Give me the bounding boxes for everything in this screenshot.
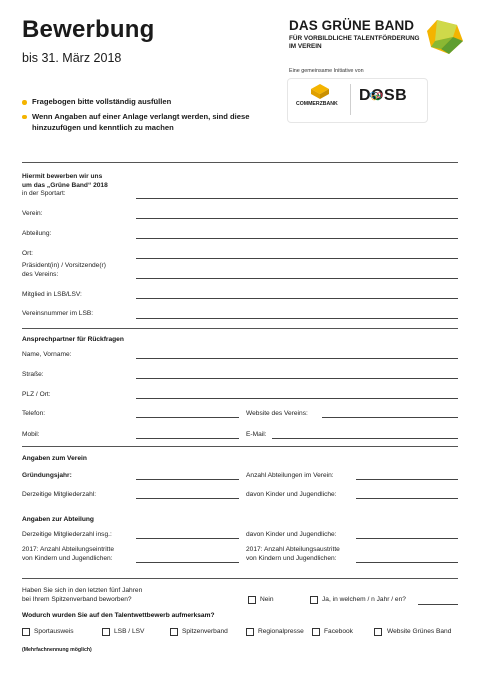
street-field[interactable] [136,378,458,379]
member-label: Mitglied in LSB/LSV: [22,291,82,298]
source-checkbox-spitzenverband[interactable] [170,628,178,636]
yes-label: Ja, in welchem / n Jahr / en? [322,596,406,603]
verein-field[interactable] [136,218,458,219]
leaves-field[interactable] [356,562,458,563]
source-label-lsb: LSB / LSV [114,628,145,635]
source-checkbox-lsb[interactable] [102,628,110,636]
phone-label: Telefon: [22,410,46,417]
instruction-item: Wenn Angaben auf einer Anlage verlangt werden, sind diese hinzuzufügen und kenntlich zu machen [22,111,262,134]
president-field[interactable] [136,278,458,279]
source-checkbox-regionalpresse[interactable] [246,628,254,636]
mobile-field[interactable] [136,438,239,439]
bullet-icon [22,115,27,120]
abteilung-members-label: Derzeitige Mitgliederzahl insg.: [22,531,112,538]
ort-field[interactable] [136,258,458,259]
initiative-text: Eine gemeinsame Initiative von [289,68,364,74]
brand-tagline-line2: IM VEREIN [289,42,322,50]
commerzbank-logo-icon [311,84,329,99]
applied-question: Haben Sie sich in den letzten fünf Jahren bei Ihrem Spitzenverband beworben? [22,587,143,603]
logo-divider [350,84,351,115]
source-checkbox-sportausweis[interactable] [22,628,30,636]
dosb-logo: DOSB [359,87,408,104]
website-field[interactable] [322,417,458,418]
brand-tagline-line1: FÜR VORBILDLICHE TALENTFÖRDERUNG [289,35,420,42]
mobile-label: Mobil: [22,431,40,438]
deadline-text: bis 31. März 2018 [22,51,122,65]
source-label-facebook: Facebook [324,628,353,635]
source-checkbox-website[interactable] [374,628,382,636]
source-label-website: Website Grünes Band [387,628,452,635]
president-label: Präsident(in) / Vorsitzende(r) des Vereins: [22,262,106,278]
abteilung-data-title: Angaben zur Abteilung [22,516,94,523]
city-label: PLZ / Ort: [22,391,51,398]
olympic-rings-icon [369,90,383,104]
verein-data-title: Angaben zum Verein [22,455,87,462]
name-field[interactable] [136,358,458,359]
founded-label: Gründungsjahr: [22,472,72,479]
intro-text: Hiermit bewerben wir uns um das „Grüne Band“ 2018 in der Sportart: [22,173,108,197]
no-checkbox[interactable] [248,596,256,604]
page-title: Bewerbung [22,16,155,43]
club-number-label: Vereinsnummer im LSB: [22,310,94,317]
no-label: Nein [260,596,274,603]
email-label: E-Mail: [246,431,267,438]
brand-tagline [289,35,420,50]
joins-field[interactable] [136,562,239,563]
bullet-icon [22,100,27,105]
phone-field[interactable] [136,417,239,418]
joins-label: 2017: Anzahl Abteilungseintritte von Kindern und Jugendlichen: [22,546,115,562]
verein-label: Verein: [22,210,43,217]
contact-title: Ansprechpartner für Rückfragen [22,336,124,343]
section-divider [22,446,458,447]
source-question: Wodurch wurden Sie auf den Talentwettbewerb aufmerksam? [22,612,215,619]
verein-kids-label: davon Kinder und Jugendliche: [246,491,337,498]
brand-name: DAS GRÜNE BAND [289,18,415,33]
commerzbank-text: COMMERZBANK [296,101,338,107]
section-divider [22,162,458,163]
leaves-label: 2017: Anzahl Abteilungsaustritte von Kindern und Jugendlichen: [246,546,340,562]
member-field[interactable] [136,298,458,299]
abteilung-kids-field[interactable] [356,538,458,539]
abteilung-field[interactable] [136,238,458,239]
source-label-sportausweis: Sportausweis [34,628,74,635]
email-field[interactable] [272,438,458,439]
source-label-regionalpresse: Regionalpresse [258,628,304,635]
ort-label: Ort: [22,250,33,257]
verein-members-label: Derzeitige Mitgliederzahl: [22,491,97,498]
name-label: Name, Vorname: [22,351,72,358]
instruction-item: Fragebogen bitte vollständig ausfüllen [22,96,262,108]
verein-members-field[interactable] [136,498,239,499]
street-label: Straße: [22,371,44,378]
section-divider [22,578,458,579]
source-checkbox-facebook[interactable] [312,628,320,636]
abteilung-kids-label: davon Kinder und Jugendliche: [246,531,337,538]
gruenes-band-logo-icon [423,17,465,57]
source-label-spitzenverband: Spitzenverband [182,628,228,635]
website-label: Website des Vereins: [246,410,308,417]
sport-field[interactable] [136,198,458,199]
club-number-field[interactable] [136,318,458,319]
yes-checkbox[interactable] [310,596,318,604]
years-field[interactable] [418,604,458,605]
city-field[interactable] [136,398,458,399]
abteilung-label: Abteilung: [22,230,52,237]
departments-label: Anzahl Abteilungen im Verein: [246,472,334,479]
departments-field[interactable] [356,479,458,480]
abteilung-members-field[interactable] [136,538,239,539]
section-divider [22,328,458,329]
verein-kids-field[interactable] [356,498,458,499]
multiple-choice-note: (Mehrfachnennung möglich) [22,647,92,653]
founded-field[interactable] [136,479,239,480]
instructions-list [22,96,262,137]
